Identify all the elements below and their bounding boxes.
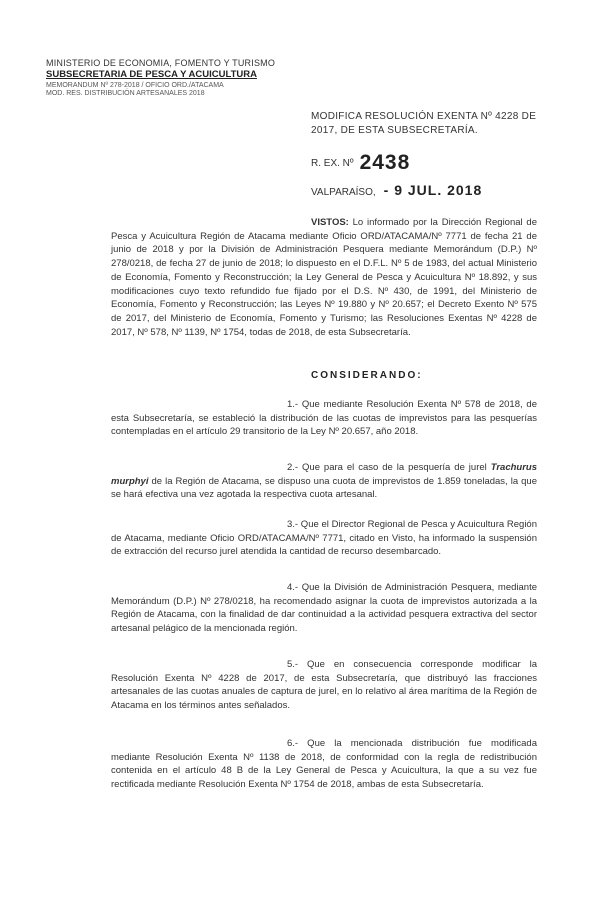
item-text: 3.- Que el Director Regional de Pesca y Acuicultura Región de Atacama, mediante Oficio ORD/ATACAMA/Nº 7771, citado en Visto, ha informado la suspensión de extracción del recurso jurel atendida la cantidad de recurso desembarcado. xyxy=(111,519,537,558)
considerando-heading: CONSIDERANDO: xyxy=(311,370,423,381)
place-date-line xyxy=(311,182,482,198)
item-text: 5.- Que en consecuencia corresponde modificar la Resolución Exenta Nº 4228 de 2017, de esta Subsecretaría, que distribuyó las fracciones artesanales de las cuotas anuales de captura de jurel, en lo relativo al área marítima de la Región de Atacama en los términos antes señalados. xyxy=(111,659,537,712)
vistos-text: Lo informado por la Dirección Regional de Pesca y Acuicultura Región de Atacama mediante Oficio ORD/ATACAMA/Nº 7771 de fecha 21 de junio de 2018 y por la División de Administración Pesquera mediante Memorándum (D.P.) Nº 278/0218, de fecha 27 de junio de 2018; lo dispuesto en el D.F.L. Nº 5 de 1983, del actual Ministerio de Economía, Fomento y Reconstrucción; la Ley General de Pesca y Acuicultura Nº 18.892, y sus modificaciones cuyo texto refundido fue fijado por el D.S. Nº 430, de 1991, del Ministerio de Economía, Fomento y Reconstrucción; las Leyes Nº 19.880 y Nº 20.657; el Decreto Exento Nº 575 de 2017, del Ministerio de Economía, Fomento y Turismo; las Resoluciones Exentas Nº 4228 de 2017, Nº 578, Nº 1139, Nº 1754, todas de 2018, de esta Subsecretaría. xyxy=(111,217,537,338)
ministry-name: MINISTERIO DE ECONOMIA, FOMENTO Y TURISMO xyxy=(46,58,276,68)
item-text: 6.- Que la mencionada distribución fue modificada mediante Resolución Exenta Nº 1138 de 2018, de conformidad con la regla de redistribución contenida en el artículo 48 B de la Ley General de Pesca y Acuicultura, la que a su vez fue rectificada mediante Resolución Exenta Nº 1754 de 2018, ambas de esta Subsecretaría. xyxy=(111,738,537,791)
resolution-number-line xyxy=(311,148,410,172)
item-text: 1.- Que mediante Resolución Exenta Nº 578 de 2018, de esta Subsecretaría, se estableció la distribución de las cuotas de imprevistos para las pesquerías contempladas en el artículo 29 transitorio de la Ley Nº 20.657, año 2018. xyxy=(111,399,537,438)
stamped-date: - 9 JUL. 2018 xyxy=(383,182,483,198)
considerando-item-3 xyxy=(111,518,537,559)
letterhead xyxy=(46,58,306,97)
item-text: 4.- Que la División de Administración Pesquera, mediante Memorándum (D.P.) Nº 278/0218, ha recomendado asignar la cuota de imprevistos autorizada a la Región de Atacama, con la finalidad de dar continuidad a la actividad pesquera extractiva del sector artesanal pelágico de la mencionada región. xyxy=(111,582,537,635)
species-name: Trachurus murphyi xyxy=(111,462,537,487)
considerando-item-1 xyxy=(111,398,537,439)
place: VALPARAÍSO, xyxy=(311,187,376,198)
resolution-number: 2438 xyxy=(359,151,411,174)
resolution-label: R. EX. Nº xyxy=(311,158,354,169)
resolution-subject: MODIFICA RESOLUCIÓN EXENTA Nº 4228 DE 2017, DE ESTA SUBSECRETARÍA. xyxy=(311,111,537,136)
reference-line-1: MEMORANDUM Nº 278-2018 / OFICIO ORD./ATACAMA xyxy=(46,82,224,89)
reference-line-2: MOD. RES. DISTRIBUCIÓN ARTESANALES 2018 xyxy=(46,90,205,97)
vistos-paragraph xyxy=(111,216,537,339)
considerando-item-5 xyxy=(111,658,537,713)
vistos-lead: VISTOS: xyxy=(311,217,349,228)
item-text-pre: 2.- Que para el caso de la pesquería de jurel xyxy=(287,462,491,473)
considerando-item-6 xyxy=(111,737,537,792)
subsecretaria-name: SUBSECRETARIA DE PESCA Y ACUICULTURA xyxy=(46,69,257,80)
considerando-item-4 xyxy=(111,581,537,636)
item-text-post: de la Región de Atacama, se dispuso una cuota de imprevistos de 1.859 toneladas, la que se hará efectiva una vez agotada la respectiva cuota artesanal. xyxy=(111,475,537,501)
considerando-item-2 xyxy=(111,461,537,502)
